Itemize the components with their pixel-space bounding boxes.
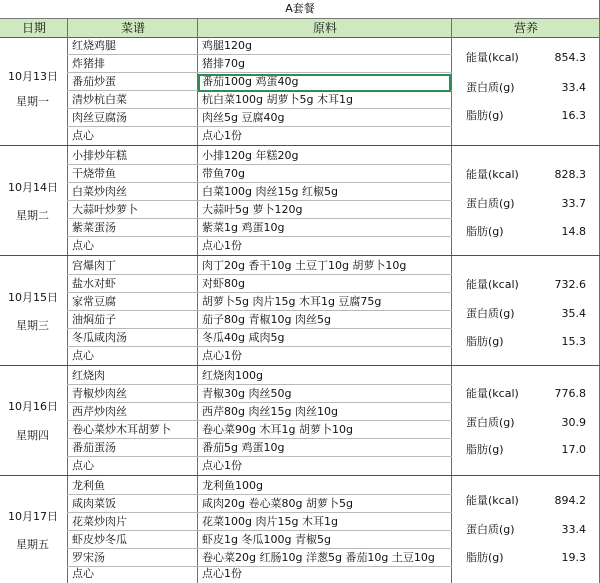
ingredient-cell[interactable]: 花菜100g 肉片15g 木耳1g	[202, 515, 338, 528]
nutrition-label: 蛋白质(g)	[466, 416, 515, 429]
day-weekday: 星期二	[16, 209, 49, 222]
ingredient-cell[interactable]: 红烧肉100g	[202, 369, 263, 382]
ingredient-cell[interactable]: 猪排70g	[202, 57, 245, 70]
row-divider	[67, 236, 452, 237]
dish-name: 点心	[72, 349, 94, 362]
nutrition-value: 15.3	[561, 335, 586, 348]
nutrition-value: 854.3	[554, 51, 586, 64]
ingredient-cell[interactable]: 大蒜叶5g 萝卜120g	[202, 203, 303, 216]
row-divider	[67, 274, 452, 275]
ingredient-cell[interactable]: 咸肉20g 卷心菜80g 胡萝卜5g	[202, 497, 353, 510]
ingredient-cell[interactable]: 点心1份	[202, 349, 242, 362]
row-divider	[67, 182, 452, 183]
dish-name: 番茄蛋汤	[72, 441, 116, 454]
header-dish: 菜谱	[120, 21, 145, 35]
nutrition-value: 828.3	[554, 168, 586, 181]
nutrition-value: 16.3	[561, 109, 586, 122]
nutrition-value: 30.9	[561, 416, 586, 429]
dish-name: 花菜炒肉片	[72, 515, 127, 528]
day-weekday: 星期四	[16, 429, 49, 442]
ingredient-cell[interactable]: 虾皮1g 冬瓜100g 青椒5g	[202, 533, 331, 546]
dish-name: 罗宋汤	[72, 551, 105, 564]
dish-name: 龙利鱼	[72, 479, 105, 492]
dish-name: 大蒜叶炒萝卜	[72, 203, 138, 216]
row-divider	[67, 126, 452, 127]
row-divider	[67, 218, 452, 219]
row-divider	[67, 548, 452, 549]
nutrition-value: 17.0	[561, 443, 586, 456]
day-divider	[0, 365, 600, 366]
row-divider	[67, 530, 452, 531]
nutrition-value: 33.4	[561, 523, 586, 536]
ingredient-cell[interactable]: 肉丁20g 香干10g 土豆丁10g 胡萝卜10g	[202, 259, 407, 272]
nutrition-value: 33.7	[561, 197, 586, 210]
dish-name: 咸肉菜饭	[72, 497, 116, 510]
row-divider	[67, 456, 452, 457]
ingredient-cell[interactable]: 卷心菜20g 红肠10g 洋葱5g 番茄10g 土豆10g	[202, 551, 435, 564]
dish-name: 盐水对虾	[72, 277, 116, 290]
dish-name: 虾皮炒冬瓜	[72, 533, 127, 546]
nutrition-label: 能量(kcal)	[466, 278, 519, 291]
header-nutrition: 营养	[513, 21, 538, 35]
day-divider	[0, 255, 600, 256]
header-ingredients: 原料	[312, 21, 337, 35]
row-divider	[67, 512, 452, 513]
nutrition-label: 脂肪(g)	[466, 225, 504, 238]
nutrition-label: 蛋白质(g)	[466, 307, 515, 320]
ingredient-cell[interactable]: 胡萝卜5g 肉片15g 木耳1g 豆腐75g	[202, 295, 382, 308]
nutrition-value: 19.3	[561, 551, 586, 564]
ingredient-cell[interactable]: 青椒30g 肉丝50g	[202, 387, 292, 400]
nutrition-label: 蛋白质(g)	[466, 197, 515, 210]
dish-name: 炸猪排	[72, 57, 105, 70]
row-divider	[67, 164, 452, 165]
dish-name: 红烧鸡腿	[72, 39, 116, 52]
nutrition-value: 776.8	[554, 387, 586, 400]
day-divider	[0, 475, 600, 476]
ingredient-cell[interactable]: 鸡腿120g	[202, 39, 252, 52]
ingredient-cell[interactable]: 对虾80g	[202, 277, 245, 290]
dish-name: 家常豆腐	[72, 295, 116, 308]
day-weekday: 星期三	[16, 319, 49, 332]
nutrition-value: 14.8	[561, 225, 586, 238]
row-divider	[67, 402, 452, 403]
dish-name: 青椒炒肉丝	[72, 387, 127, 400]
ingredient-cell[interactable]: 龙利鱼100g	[202, 479, 263, 492]
dish-name: 冬瓜咸肉汤	[72, 331, 127, 344]
row-divider	[67, 310, 452, 311]
dish-name: 点心	[72, 567, 94, 580]
nutrition-label: 蛋白质(g)	[466, 523, 515, 536]
row-divider	[67, 200, 452, 201]
dish-name: 紫菜蛋汤	[72, 221, 116, 234]
nutrition-label: 脂肪(g)	[466, 551, 504, 564]
dish-name: 肉丝豆腐汤	[72, 111, 127, 124]
table-header	[0, 19, 600, 38]
ingredient-cell[interactable]: 紫菜1g 鸡蛋10g	[202, 221, 285, 234]
nutrition-label: 脂肪(g)	[466, 109, 504, 122]
dish-name: 红烧肉	[72, 369, 105, 382]
dish-name: 点心	[72, 129, 94, 142]
ingredient-cell[interactable]: 点心1份	[202, 459, 242, 472]
nutrition-value: 732.6	[554, 278, 586, 291]
dish-name: 白菜炒肉丝	[72, 185, 127, 198]
day-date: 10月13日	[8, 70, 58, 83]
dish-name: 宫爆肉丁	[72, 259, 116, 272]
nutrition-label: 脂肪(g)	[466, 335, 504, 348]
ingredient-cell[interactable]: 冬瓜40g 咸肉5g	[202, 331, 285, 344]
day-date: 10月17日	[8, 510, 58, 523]
day-weekday: 星期一	[16, 95, 49, 108]
ingredient-cell[interactable]: 点心1份	[202, 239, 242, 252]
row-divider	[67, 292, 452, 293]
ingredient-cell[interactable]: 杭白菜100g 胡萝卜5g 木耳1g	[202, 93, 353, 106]
ingredient-cell[interactable]: 西芹80g 肉丝15g 肉丝10g	[202, 405, 338, 418]
dish-name: 点心	[72, 239, 94, 252]
ingredient-cell[interactable]: 带鱼70g	[202, 167, 245, 180]
header-date: 日期	[21, 21, 46, 35]
nutrition-value: 894.2	[554, 494, 586, 507]
row-divider	[67, 438, 452, 439]
row-divider	[67, 328, 452, 329]
dish-name: 清炒杭白菜	[72, 93, 127, 106]
row-divider	[67, 54, 452, 55]
ingredient-cell[interactable]: 茄子80g 青椒10g 肉丝5g	[202, 313, 331, 326]
dish-name: 小排炒年糕	[72, 149, 127, 162]
dish-name: 点心	[72, 459, 94, 472]
row-divider	[67, 420, 452, 421]
ingredient-cell-selected[interactable]: 番茄100g 鸡蛋40g	[202, 75, 299, 88]
dish-name: 卷心菜炒木耳胡萝卜	[72, 423, 171, 436]
ingredient-cell[interactable]: 小排120g 年糕20g	[202, 149, 299, 162]
nutrition-label: 能量(kcal)	[466, 494, 519, 507]
row-divider	[67, 72, 452, 73]
row-divider	[67, 384, 452, 385]
day-date: 10月15日	[8, 291, 58, 304]
ingredient-cell[interactable]: 卷心菜90g 木耳1g 胡萝卜10g	[202, 423, 353, 436]
dish-name: 干烧带鱼	[72, 167, 116, 180]
nutrition-label: 脂肪(g)	[466, 443, 504, 456]
row-divider	[67, 346, 452, 347]
nutrition-value: 35.4	[561, 307, 586, 320]
dish-name: 西芹炒肉丝	[72, 405, 127, 418]
ingredient-cell[interactable]: 点心1份	[202, 567, 242, 580]
nutrition-label: 能量(kcal)	[466, 387, 519, 400]
row-divider	[67, 108, 452, 109]
column-divider-dish	[197, 19, 198, 583]
sheet-title: A套餐	[0, 0, 600, 19]
nutrition-label: 蛋白质(g)	[466, 81, 515, 94]
column-divider-ingredients	[451, 19, 452, 583]
dish-name: 油焖茄子	[72, 313, 116, 326]
row-divider	[67, 566, 452, 567]
ingredient-cell[interactable]: 白菜100g 肉丝15g 红椒5g	[202, 185, 338, 198]
nutrition-label: 能量(kcal)	[466, 168, 519, 181]
nutrition-value: 33.4	[561, 81, 586, 94]
row-divider	[67, 494, 452, 495]
ingredient-cell[interactable]: 肉丝5g 豆腐40g	[202, 111, 285, 124]
day-date: 10月14日	[8, 181, 58, 194]
day-divider	[0, 145, 600, 146]
ingredient-cell[interactable]: 番茄5g 鸡蛋10g	[202, 441, 285, 454]
day-weekday: 星期五	[16, 538, 49, 551]
ingredient-cell[interactable]: 点心1份	[202, 129, 242, 142]
nutrition-label: 能量(kcal)	[466, 51, 519, 64]
dish-name: 番茄炒蛋	[72, 75, 116, 88]
day-date: 10月16日	[8, 400, 58, 413]
selected-cell-outline	[198, 74, 451, 92]
